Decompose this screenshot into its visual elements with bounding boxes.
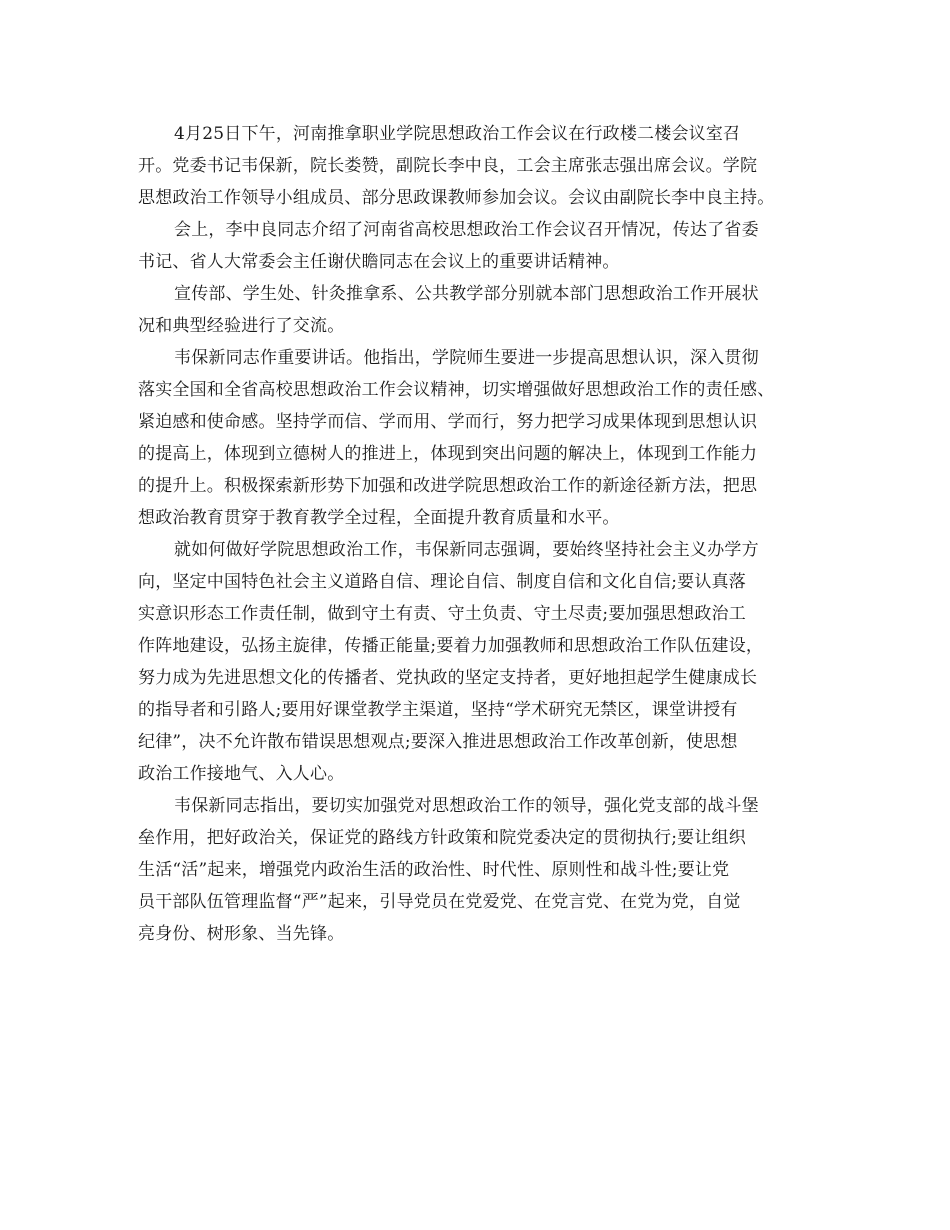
document-body: [138, 118, 828, 950]
text-line: 垒作用，把好政治关，保证党的路线方针政策和院党委决定的贯彻执行;要让组织: [138, 828, 746, 848]
text-line: 紧迫感和使命感。坚持学而信、学而用、学而行，努力把学习成果体现到思想认识: [138, 412, 758, 432]
text-line: 的提升上。积极探索新形势下加强和改进学院思想政治工作的新途径新方法，把思: [138, 476, 758, 496]
text-line: 纪律”，决不允许散布错误思想观点;要深入推进思想政治工作改革创新，使思想: [138, 732, 738, 752]
text-line: 韦保新同志作重要讲话。他指出，学院师生要进一步提高思想认识，深入贯彻: [174, 348, 759, 368]
text-line: 4月25日下午，河南推拿职业学院思想政治工作会议在行政楼二楼会议室召: [174, 124, 741, 144]
text-line: 思想政治工作领导小组成员、部分思政课教师参加会议。会议由副院长李中良主持。: [138, 188, 775, 208]
paragraph-6: [138, 790, 828, 950]
text-line: 落实全国和全省高校思想政治工作会议精神，切实增强做好思想政治工作的责任感、: [138, 380, 775, 400]
text-line: 向，坚定中国特色社会主义道路自信、理论自信、制度自信和文化自信;要认真落: [138, 572, 746, 592]
paragraph-5: [138, 534, 828, 790]
paragraph-4: [138, 342, 828, 534]
paragraph-3: [138, 278, 828, 342]
text-line: 的提高上，体现到立德树人的推进上，体现到突出问题的解决上，体现到工作能力: [138, 444, 758, 464]
text-line: 努力成为先进思想文化的传播者、党执政的坚定支持者，更好地担起学生健康成长: [138, 668, 758, 688]
text-line: 会上，李中良同志介绍了河南省高校思想政治工作会议召开情况，传达了省委: [174, 220, 759, 240]
text-line: 开。党委书记韦保新，院长娄赞，副院长李中良，工会主席张志强出席会议。学院: [138, 156, 758, 176]
text-line: 作阵地建设，弘扬主旋律，传播正能量;要着力加强教师和思想政治工作队伍建设，: [138, 636, 764, 656]
paragraph-1: [138, 118, 828, 214]
text-line: 书记、省人大常委会主任谢伏瞻同志在会议上的重要讲话精神。: [138, 252, 620, 272]
text-line: 就如何做好学院思想政治工作，韦保新同志强调，要始终坚持社会主义办学方: [174, 540, 759, 560]
text-line: 的指导者和引路人;要用好课堂教学主渠道，坚持“学术研究无禁区，课堂讲授有: [138, 700, 738, 720]
paragraph-2: [138, 214, 828, 278]
text-line: 宣传部、学生处、针灸推拿系、公共教学部分别就本部门思想政治工作开展状: [174, 284, 759, 304]
text-line: 政治工作接地气、入人心。: [138, 764, 345, 784]
text-line: 亮身份、树形象、当先锋。: [138, 924, 345, 944]
text-line: 韦保新同志指出，要切实加强党对思想政治工作的领导，强化党支部的战斗堡: [174, 796, 759, 816]
text-line: 况和典型经验进行了交流。: [138, 316, 345, 336]
text-line: 员干部队伍管理监督“严”起来，引导党员在党爱党、在党言党、在党为党，自觉: [138, 892, 741, 912]
text-line: 想政治教育贯穿于教育教学全过程，全面提升教育质量和水平。: [138, 508, 620, 528]
text-line: 生活“活”起来，增强党内政治生活的政治性、时代性、原则性和战斗性;要让党: [138, 860, 730, 880]
text-line: 实意识形态工作责任制，做到守土有责、守土负责、守土尽责;要加强思想政治工: [138, 604, 746, 624]
